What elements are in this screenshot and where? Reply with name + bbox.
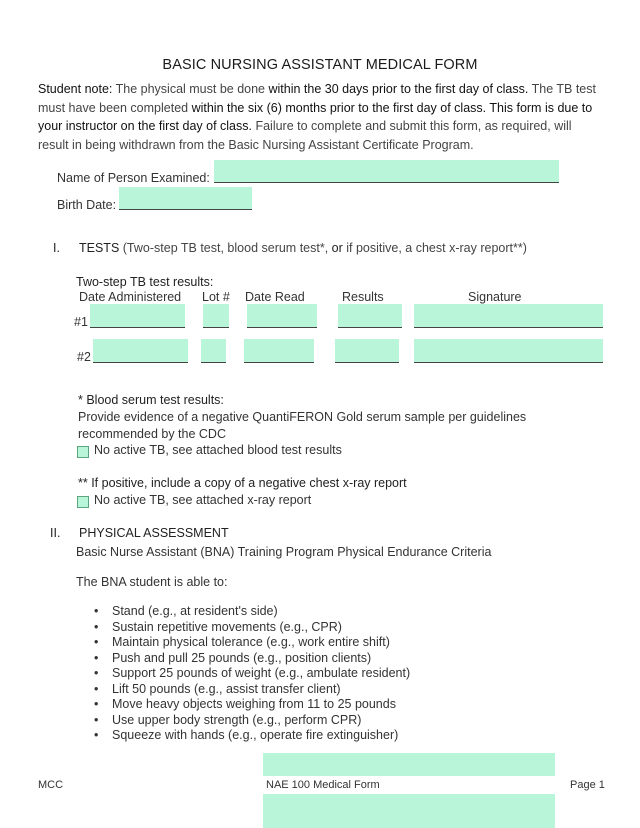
- list-item: • Lift 50 pounds (e.g., assist transfer client): [90, 682, 510, 698]
- section-1-number: I.: [53, 241, 60, 255]
- note-emphasis-1: within the 30 days prior to the first day of class.: [268, 82, 529, 96]
- row-2-date-administered[interactable]: [93, 339, 188, 363]
- row-1-date-administered[interactable]: [90, 304, 185, 328]
- row-2-results[interactable]: [335, 339, 399, 363]
- row-2-label: #2: [77, 350, 91, 364]
- blood-serum-heading: * Blood serum test results:: [78, 393, 224, 407]
- form-title: BASIC NURSING ASSISTANT MEDICAL FORM: [162, 57, 478, 73]
- col-lot: Lot #: [202, 290, 230, 304]
- footer-left: MCC: [38, 779, 64, 791]
- section-1-heading: [79, 241, 527, 255]
- row-1-results[interactable]: [338, 304, 402, 328]
- tests-desc-b: if positive, a chest x-ray report**): [342, 241, 527, 255]
- name-label: Name of Person Examined:: [57, 171, 210, 185]
- row-1-lot[interactable]: [203, 304, 229, 328]
- xray-checkbox[interactable]: [77, 495, 89, 513]
- list-item: • Maintain physical tolerance (e.g., work entire shift): [90, 635, 510, 651]
- tests-desc-a: (Two-step TB test, blood serum test*,: [119, 241, 332, 255]
- col-signature: Signature: [468, 290, 522, 304]
- birth-date-underline: [119, 209, 252, 210]
- birth-date-label: Birth Date:: [57, 198, 117, 212]
- footer-field-top[interactable]: [263, 753, 555, 776]
- note-label: Student note:: [38, 82, 113, 96]
- birth-date-input[interactable]: [119, 187, 252, 210]
- list-item: • Use upper body strength (e.g., perform CPR): [90, 713, 510, 729]
- row-1-label: #1: [74, 315, 88, 329]
- note-text-3: Failure to complete and submit this form, as required, will result in being withdrawn from the Basic Nursing Assistant Certificate Program.: [38, 119, 572, 152]
- blood-serum-checkbox-box[interactable]: [77, 446, 89, 458]
- blood-serum-text: Provide evidence of a negative QuantiFERON Gold serum sample per guidelines recommended by the CDC: [78, 410, 527, 441]
- footer-field-bottom[interactable]: [263, 794, 555, 828]
- footer-center: NAE 100 Medical Form: [266, 779, 380, 791]
- list-item: • Sustain repetitive movements (e.g., CPR): [90, 620, 510, 636]
- blood-serum-check-label: No active TB, see attached blood test results: [94, 443, 342, 457]
- tests-heading: TESTS: [79, 241, 120, 255]
- col-date-read: Date Read: [245, 290, 305, 304]
- list-item: • Squeeze with hands (e.g., operate fire extinguisher): [90, 728, 510, 744]
- tb-results-heading: Two-step TB test results:: [76, 275, 214, 289]
- xray-check-label: No active TB, see attached x-ray report: [94, 493, 312, 507]
- criteria-list: [90, 604, 510, 744]
- list-item: • Push and pull 25 pounds (e.g., position clients): [90, 651, 510, 667]
- section-2-heading: PHYSICAL ASSESSMENT: [79, 526, 229, 540]
- row-1-signature[interactable]: [414, 304, 603, 328]
- name-field[interactable]: [214, 160, 559, 183]
- list-item: • Stand (e.g., at resident's side): [90, 604, 510, 620]
- tests-desc-or: or: [331, 241, 343, 255]
- xray-checkbox-box[interactable]: [77, 496, 89, 508]
- birth-date-field[interactable]: [119, 187, 252, 210]
- col-results: Results: [342, 290, 384, 304]
- row-1-date-read[interactable]: [247, 304, 317, 328]
- col-date-administered: Date Administered: [79, 290, 182, 304]
- list-item: • Support 25 pounds of weight (e.g., ambulate resident): [90, 666, 510, 682]
- row-2-lot[interactable]: [201, 339, 226, 363]
- list-item: • Move heavy objects weighing from 11 to 25 pounds: [90, 697, 510, 713]
- note-emphasis-2: within the six (6) months prior to the first day of class. This form is due to your instructor on the first day of class.: [38, 100, 593, 133]
- note-text-1: The physical must be done: [112, 82, 269, 96]
- physical-intro: The BNA student is able to:: [76, 575, 228, 589]
- blood-serum-checkbox[interactable]: [77, 445, 89, 463]
- section-2-number: II.: [50, 526, 61, 540]
- row-2-date-read[interactable]: [244, 339, 314, 363]
- student-note: [38, 80, 598, 154]
- name-underline: [214, 182, 559, 183]
- note-text-2: The TB test must have been completed: [38, 82, 596, 115]
- row-2-signature[interactable]: [414, 339, 603, 363]
- xray-heading: ** If positive, include a copy of a negative chest x-ray report: [78, 476, 407, 490]
- footer-page-number: Page 1: [570, 779, 605, 791]
- name-input[interactable]: [214, 160, 559, 183]
- physical-subtitle: Basic Nurse Assistant (BNA) Training Program Physical Endurance Criteria: [76, 545, 492, 559]
